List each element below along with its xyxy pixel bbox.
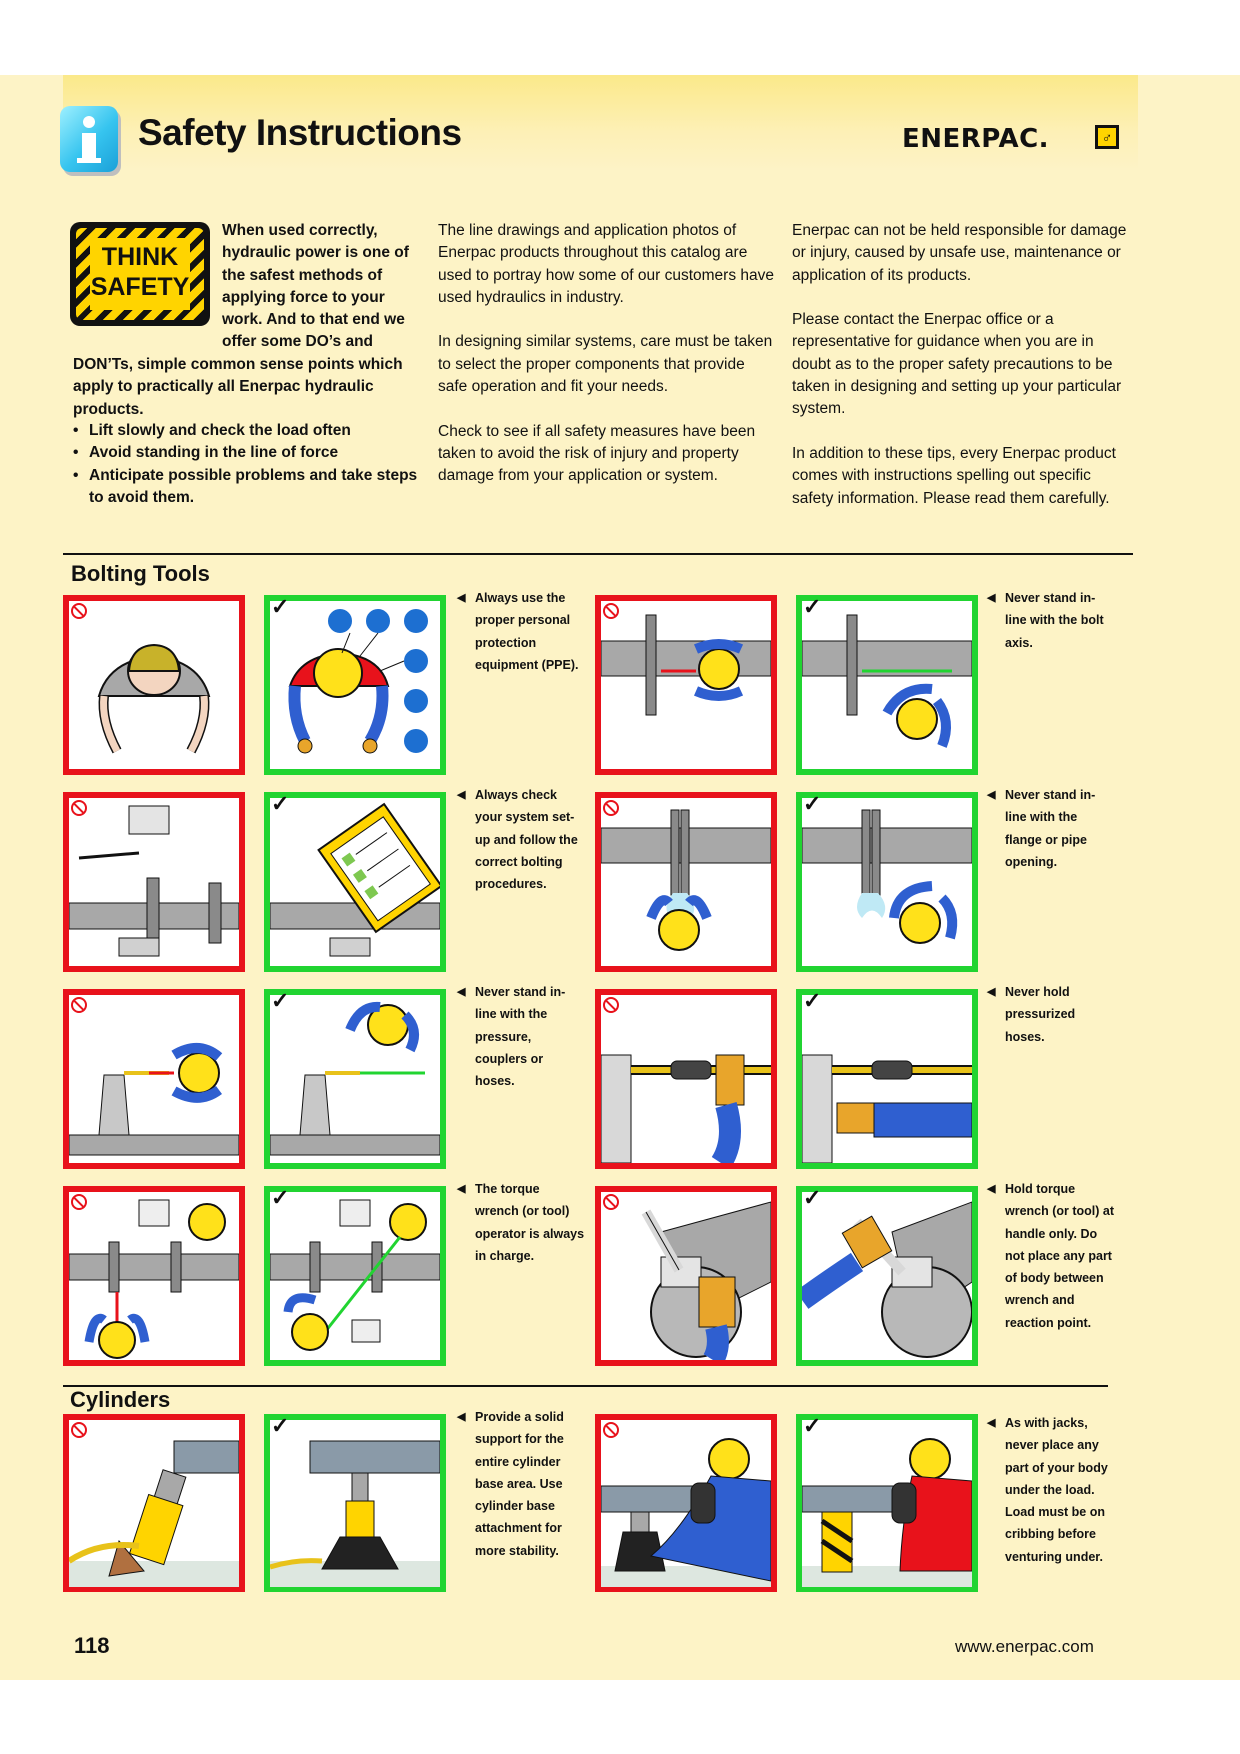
panel-side-pressure xyxy=(264,989,446,1169)
illustration-stable-cylinder xyxy=(270,1413,440,1588)
brand-mark-icon: ♂ xyxy=(1095,125,1119,149)
panel-not-holding-hose xyxy=(796,989,978,1169)
brand-logo: ENERPAC. xyxy=(902,124,1050,154)
panel-holding-hose xyxy=(595,989,777,1169)
column-3 xyxy=(792,220,1132,532)
pointer-arrow-icon: ◀ xyxy=(987,986,996,998)
panel-in-line-bolt xyxy=(595,595,777,775)
think-safety-sign xyxy=(70,222,210,326)
illustration-hand-near-reaction xyxy=(601,1192,771,1360)
caption-check-setup: ◀ Always check your system set-up and follow the correct bolting procedures. xyxy=(475,784,585,895)
illustration-in-line-flange xyxy=(601,798,771,966)
illustration-side-bolt xyxy=(802,594,972,769)
illustration-hand-on-handle xyxy=(802,1185,972,1360)
caption-handle: ◀ Hold torque wrench (or tool) at handle only. Do not place any part of body between wrench and reaction point. xyxy=(1005,1178,1115,1334)
prohibited-icon xyxy=(603,1422,619,1438)
illustration-side-pressure xyxy=(270,988,440,1163)
pointer-arrow-icon: ◀ xyxy=(457,1411,466,1423)
check-icon: ✓ xyxy=(271,988,290,1013)
illustration-not-holding-hose xyxy=(802,988,972,1163)
panel-in-line-flange xyxy=(595,792,777,972)
pointer-arrow-icon: ◀ xyxy=(457,592,466,604)
illustration-unstable-cylinder xyxy=(69,1420,239,1588)
section-title-bolting: Bolting Tools xyxy=(71,561,210,586)
panel-side-bolt xyxy=(796,595,978,775)
prohibited-icon xyxy=(71,800,87,816)
caption-operator: ◀ The torque wrench (or tool) operator is always in charge. xyxy=(475,1178,585,1267)
column-3-paragraph: Enerpac can not be held responsible for damage or injury, caused by unsafe use, maintenance or application of its products. xyxy=(792,222,1127,284)
column-3-paragraph: Please contact the Enerpac office or a representative for guidance when you are in doubt as to the proper safety precautions to be taken in designing and setting up your particular system. xyxy=(792,311,1122,418)
section-divider-line xyxy=(63,1385,1108,1387)
illustration-worker-no-ppe xyxy=(69,601,239,769)
caption-support: ◀ Provide a solid support for the entire cylinder base area. Use cylinder base attachment for more stability. xyxy=(475,1406,585,1562)
check-icon: ✓ xyxy=(271,594,290,619)
prohibited-icon xyxy=(603,997,619,1013)
panel-stable-cylinder xyxy=(264,1414,446,1592)
bullet-item: • Lift slowly and check the load often xyxy=(73,420,418,442)
intro-bullets xyxy=(73,420,418,509)
column-2-paragraph: Check to see if all safety measures have been taken to avoid the risk of injury and property damage from your application or system. xyxy=(438,422,756,485)
illustration-on-cribbing xyxy=(802,1413,972,1588)
panel-side-flange xyxy=(796,792,978,972)
illustration-operator-in-charge xyxy=(270,1185,440,1360)
prohibited-icon xyxy=(603,603,619,619)
illustration-holding-hose xyxy=(601,995,771,1163)
panel-with-ppe xyxy=(264,595,446,775)
pointer-arrow-icon: ◀ xyxy=(457,1183,466,1195)
caption-bolt-axis: ◀ Never stand in-line with the bolt axis. xyxy=(1005,587,1115,654)
page-title: Safety Instructions xyxy=(138,112,462,153)
check-icon: ✓ xyxy=(271,1185,290,1210)
caption-ppe: ◀ Always use the proper personal protection equipment (PPE). xyxy=(475,587,585,676)
panel-operator-in-charge xyxy=(264,1186,446,1366)
illustration-bolting-setup xyxy=(69,798,239,966)
panel-operator-not-in-charge xyxy=(63,1186,245,1366)
pointer-arrow-icon: ◀ xyxy=(457,789,466,801)
illustration-checklist xyxy=(270,791,440,966)
footer-url[interactable]: www.enerpac.com xyxy=(955,1637,1094,1656)
check-icon: ✓ xyxy=(803,791,822,816)
illustration-operator-not-in-charge xyxy=(69,1192,239,1360)
prohibited-icon xyxy=(71,997,87,1013)
prohibited-icon xyxy=(71,603,87,619)
check-icon: ✓ xyxy=(271,1413,290,1438)
intro-rest: DON’Ts, simple common sense points which apply to practically all Enerpac hydraulic products. xyxy=(73,356,403,418)
bullet-item: • Avoid standing in the line of force xyxy=(73,442,418,464)
think-safety-line2: SAFETY xyxy=(90,273,190,301)
check-icon: ✓ xyxy=(803,1413,822,1438)
prohibited-icon xyxy=(603,800,619,816)
info-icon xyxy=(60,106,118,172)
check-icon: ✓ xyxy=(271,791,290,816)
illustration-side-flange xyxy=(802,791,972,966)
pointer-arrow-icon: ◀ xyxy=(987,1417,996,1429)
panel-hand-near-reaction xyxy=(595,1186,777,1366)
intro-lead: When used correctly, hydraulic power is one of the safest methods of applying force to your work. And to that end we offer some DO’s and xyxy=(222,222,409,351)
column-3-paragraph: In addition to these tips, every Enerpac product comes with instructions spelling out specific safety information. Please read them carefully. xyxy=(792,444,1116,507)
pointer-arrow-icon: ◀ xyxy=(987,1183,996,1195)
prohibited-icon xyxy=(71,1194,87,1210)
panel-on-cribbing xyxy=(796,1414,978,1592)
prohibited-icon xyxy=(603,1194,619,1210)
column-2 xyxy=(438,220,778,510)
illustration-worker-with-ppe xyxy=(270,594,440,769)
illustration-in-line-pressure xyxy=(69,995,239,1163)
column-2-paragraph: The line drawings and application photos of Enerpac products throughout this catalog are used to portray how some of our customers have used hydraulics in industry. xyxy=(438,222,774,306)
panel-unchecked-setup xyxy=(63,792,245,972)
bullet-item: • Anticipate possible problems and take steps to avoid them. xyxy=(73,465,418,510)
illustration-in-line-bolt xyxy=(601,601,771,769)
pointer-arrow-icon: ◀ xyxy=(987,789,996,801)
check-icon: ✓ xyxy=(803,988,822,1013)
caption-jacks: ◀ As with jacks, never place any part of your body under the load. Load must be on cribbing before venturing under. xyxy=(1005,1412,1115,1568)
check-icon: ✓ xyxy=(803,1185,822,1210)
section-divider xyxy=(63,553,1133,555)
think-safety-line1: THINK xyxy=(101,243,179,271)
panel-in-line-pressure xyxy=(63,989,245,1169)
caption-pressure: ◀ Never stand in-line with the pressure, couplers or hoses. xyxy=(475,981,585,1092)
panel-unstable-cylinder xyxy=(63,1414,245,1592)
column-2-paragraph: In designing similar systems, care must be taken to select the proper components that provide safe operation and fit your needs. xyxy=(438,333,773,396)
panel-under-load xyxy=(595,1414,777,1592)
caption-hoses: ◀ Never hold pressurized hoses. xyxy=(1005,981,1115,1048)
panel-hand-on-handle xyxy=(796,1186,978,1366)
caption-flange: ◀ Never stand in-line with the flange or pipe opening. xyxy=(1005,784,1115,873)
panel-checked-setup xyxy=(264,792,446,972)
illustration-under-load xyxy=(601,1420,771,1588)
section-title-cylinders: Cylinders xyxy=(70,1387,171,1412)
pointer-arrow-icon: ◀ xyxy=(457,986,466,998)
pointer-arrow-icon: ◀ xyxy=(987,592,996,604)
page-number: 118 xyxy=(74,1633,110,1658)
check-icon: ✓ xyxy=(803,594,822,619)
panel-no-ppe xyxy=(63,595,245,775)
prohibited-icon xyxy=(71,1422,87,1438)
